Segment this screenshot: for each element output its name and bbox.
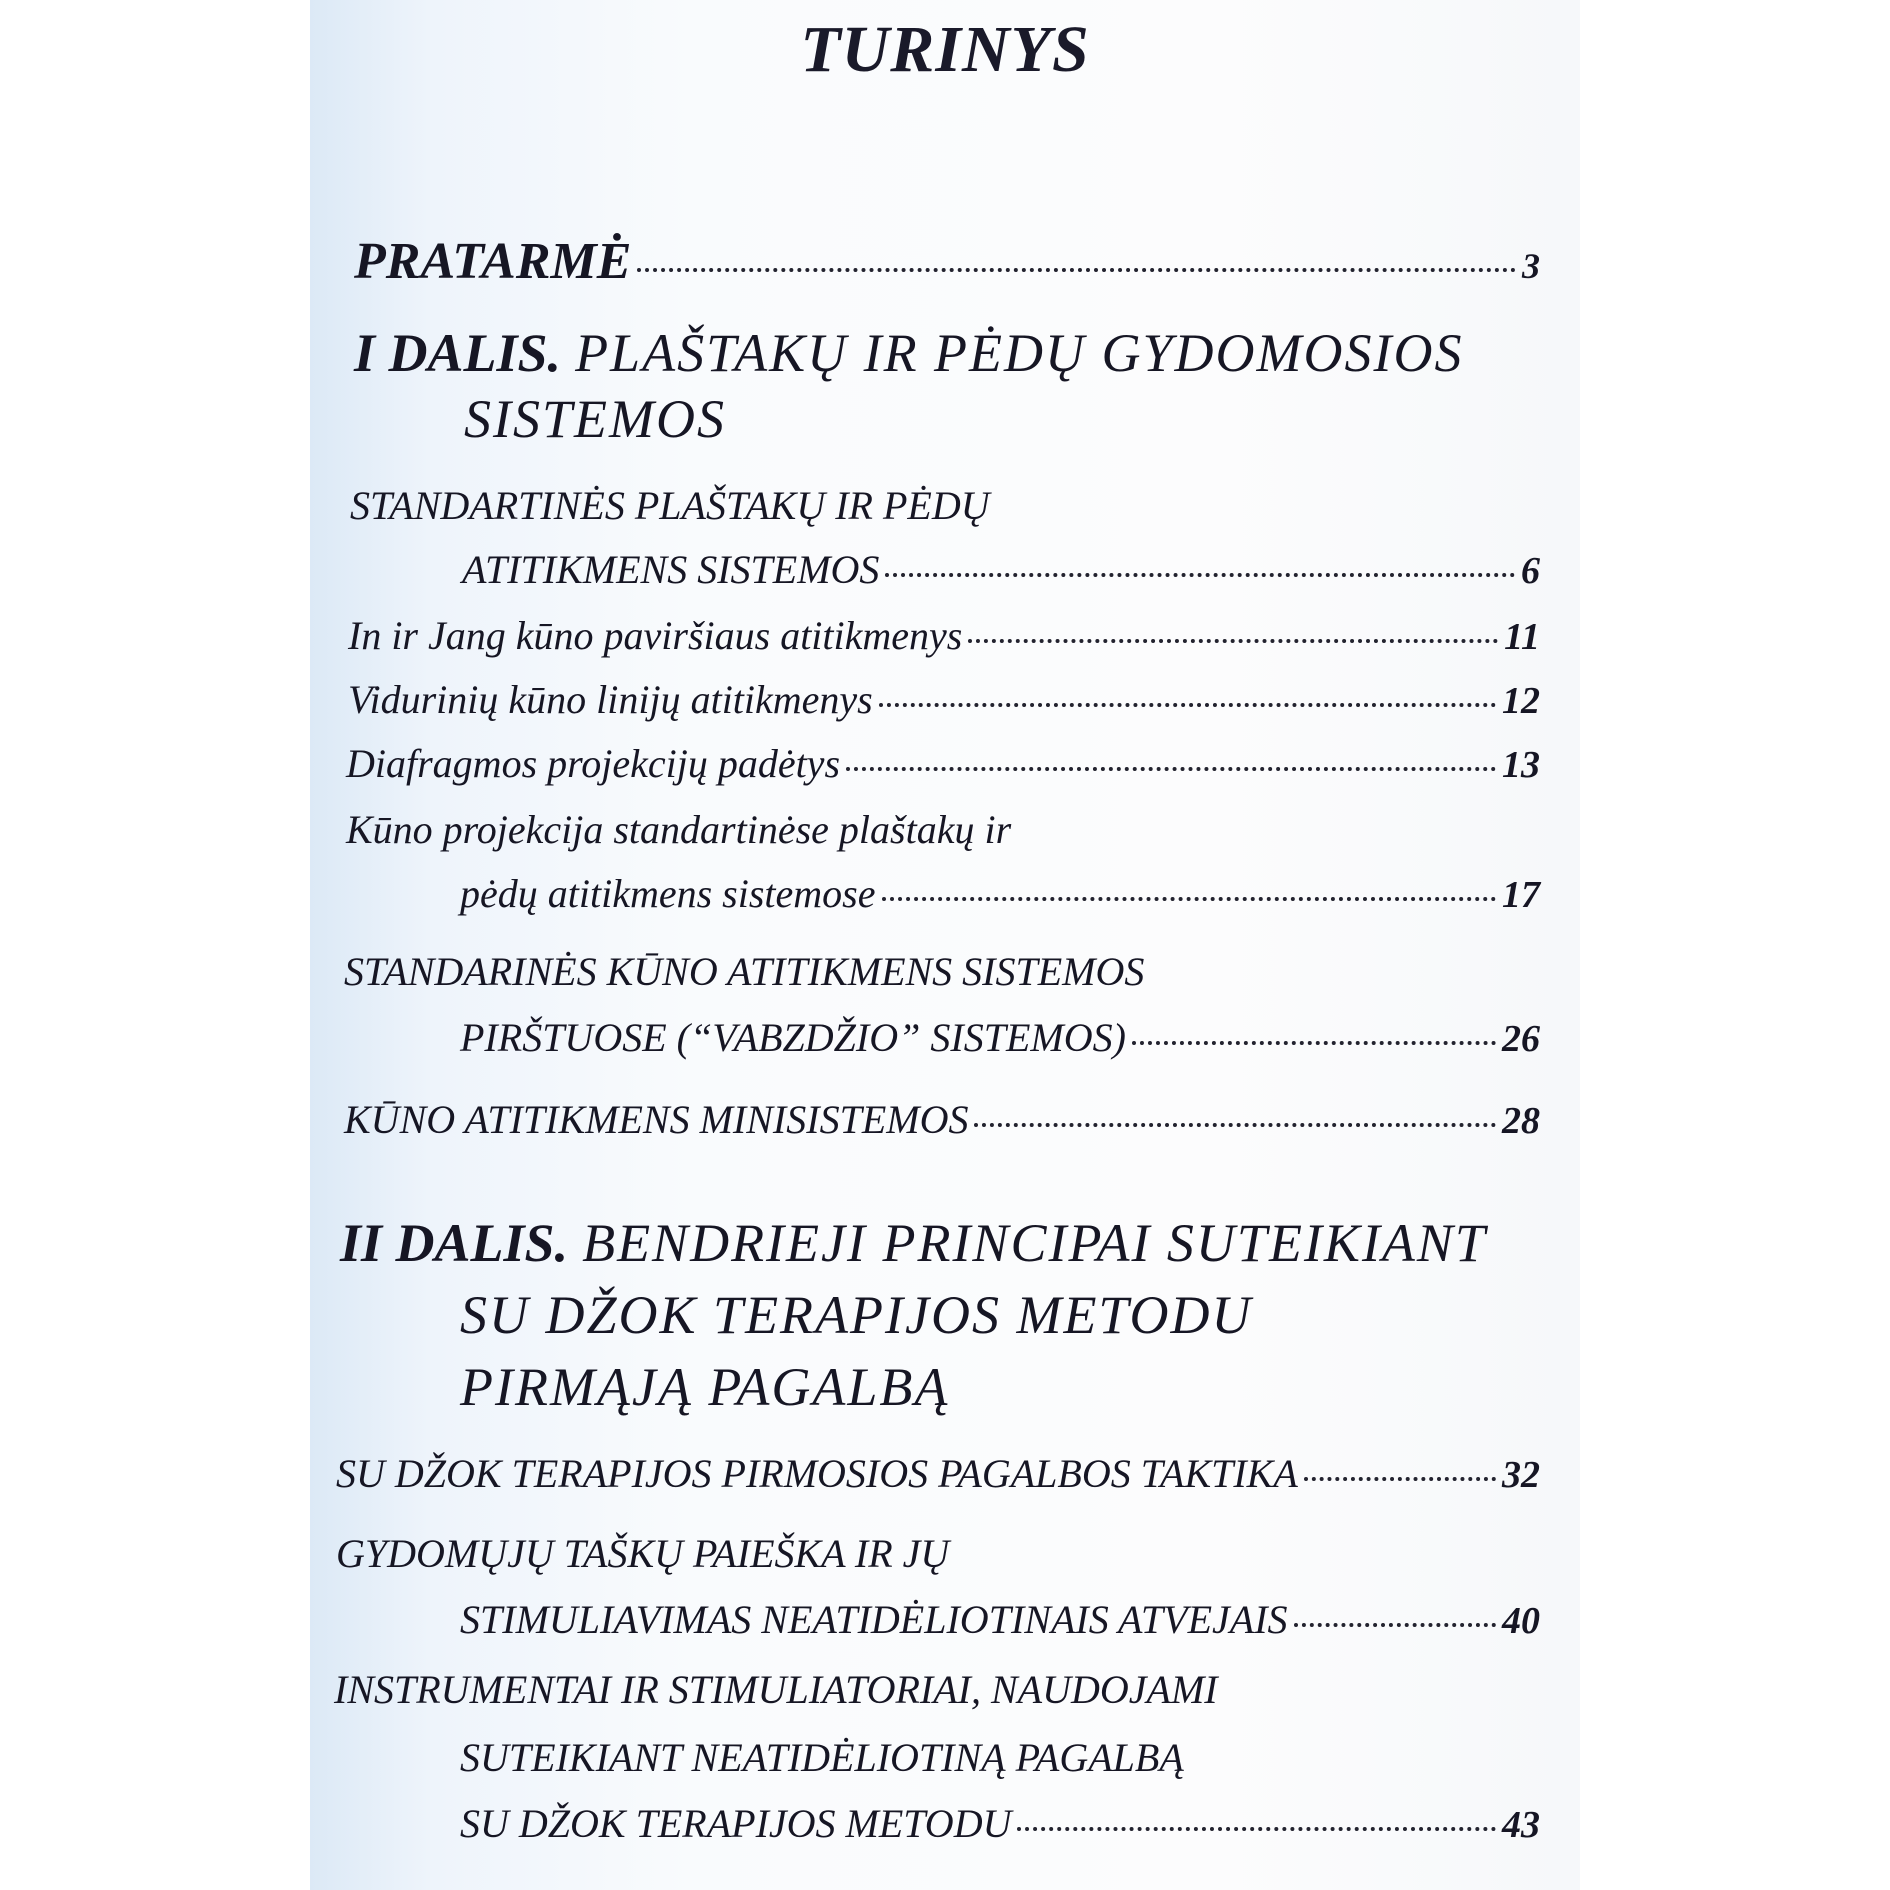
leader-dots — [879, 703, 1496, 707]
page-title: TURINYS — [800, 13, 1090, 86]
toc-entry — [350, 482, 990, 529]
leader-dots — [846, 767, 1496, 771]
toc-entry — [336, 1450, 1540, 1497]
part-heading-1 — [354, 322, 1464, 384]
toc-entry-label: SU DŽOK TERAPIJOS METODU — [460, 1801, 1012, 1846]
toc-entry — [346, 806, 1011, 853]
toc-entry-label: STANDARINĖS KŪNO ATITIKMENS SISTEMOS — [344, 949, 1145, 994]
leader-dots — [968, 639, 1498, 643]
toc-page-number: 32 — [1502, 1454, 1540, 1496]
part-heading-2-cont — [460, 1284, 1252, 1346]
toc-entry — [336, 1530, 949, 1577]
toc-entry-label: Kūno projekcija standartinėse plaštakų ir — [346, 807, 1012, 852]
toc-entry — [334, 1666, 1218, 1713]
part-label: II DALIS. — [340, 1213, 569, 1273]
toc-entry-label: Diafragmos projekcijų padėtys — [346, 741, 841, 786]
toc-entry-label: In ir Jang kūno paviršiaus atitikmenys — [348, 613, 963, 658]
toc-entry — [348, 612, 1540, 659]
toc-entry-label: STIMULIAVIMAS NEATIDĖLIOTINAIS ATVEJAIS — [460, 1597, 1288, 1642]
part-title-line: SU DŽOK TERAPIJOS METODU — [460, 1285, 1253, 1345]
toc-entry-label: PRATARMĖ — [354, 233, 632, 290]
leader-dots — [974, 1123, 1496, 1127]
leader-dots — [885, 573, 1515, 577]
toc-entry — [460, 1596, 1540, 1643]
toc-entry-preface — [354, 232, 1540, 291]
part-title-line: PIRMĄJĄ PAGALBĄ — [460, 1357, 950, 1417]
toc-entry — [460, 870, 1540, 917]
leader-dots — [882, 897, 1497, 901]
toc-entry — [462, 546, 1540, 593]
toc-entry-label: STANDARTINĖS PLAŠTAKŲ IR PĖDŲ — [350, 483, 990, 528]
toc-page-number: 3 — [1522, 246, 1540, 286]
toc-entry-label: pėdų atitikmens sistemose — [460, 871, 876, 916]
toc-entry-label: GYDOMŲJŲ TAŠKŲ PAIEŠKA IR JŲ — [336, 1531, 950, 1576]
toc-page-number: 28 — [1502, 1100, 1540, 1142]
part-title-line: BENDRIEJI PRINCIPAI SUTEIKIANT — [582, 1213, 1487, 1273]
toc-page-number: 6 — [1521, 550, 1540, 592]
toc-page-number: 40 — [1502, 1600, 1540, 1642]
toc-page-number: 17 — [1502, 874, 1540, 916]
toc-entry-label: SUTEIKIANT NEATIDĖLIOTINĄ PAGALBĄ — [460, 1735, 1184, 1780]
toc-entry — [344, 1096, 1540, 1143]
toc-entry-label: ATITIKMENS SISTEMOS — [462, 547, 880, 592]
leader-dots — [1294, 1623, 1496, 1627]
toc-page-number: 26 — [1502, 1018, 1540, 1060]
toc-entry — [348, 676, 1540, 723]
leader-dots — [1304, 1477, 1496, 1481]
toc-entry — [346, 740, 1540, 787]
leader-dots — [1132, 1041, 1496, 1045]
part-heading-1-cont — [464, 388, 726, 450]
toc-page-number: 11 — [1504, 616, 1540, 658]
part-heading-2-cont — [460, 1356, 949, 1418]
toc-entry-label: KŪNO ATITIKMENS MINISISTEMOS — [344, 1097, 969, 1142]
book-page — [310, 0, 1580, 1890]
toc-entry-label: Vidurinių kūno linijų atitikmenys — [348, 677, 873, 722]
toc-entry — [460, 1014, 1540, 1061]
toc-entry — [460, 1800, 1540, 1847]
part-title-line: SISTEMOS — [464, 389, 726, 449]
toc-entry-label: SU DŽOK TERAPIJOS PIRMOSIOS PAGALBOS TAKTIKA — [336, 1451, 1298, 1496]
part-heading-2 — [340, 1212, 1487, 1274]
toc-entry-label: PIRŠTUOSE (“VABZDŽIO” SISTEMOS) — [460, 1015, 1126, 1060]
toc-page-number: 13 — [1502, 744, 1540, 786]
toc-page-number: 43 — [1502, 1804, 1540, 1846]
toc-entry — [460, 1734, 1184, 1781]
toc-entry-label: INSTRUMENTAI IR STIMULIATORIAI, NAUDOJAMI — [334, 1667, 1218, 1712]
leader-dots — [1017, 1827, 1496, 1831]
leader-dots — [637, 268, 1516, 272]
part-title-line: PLAŠTAKŲ IR PĖDŲ GYDOMOSIOS — [575, 323, 1464, 383]
toc-entry — [344, 948, 1144, 995]
part-label: I DALIS. — [354, 323, 562, 383]
toc-page-number: 12 — [1502, 680, 1540, 722]
